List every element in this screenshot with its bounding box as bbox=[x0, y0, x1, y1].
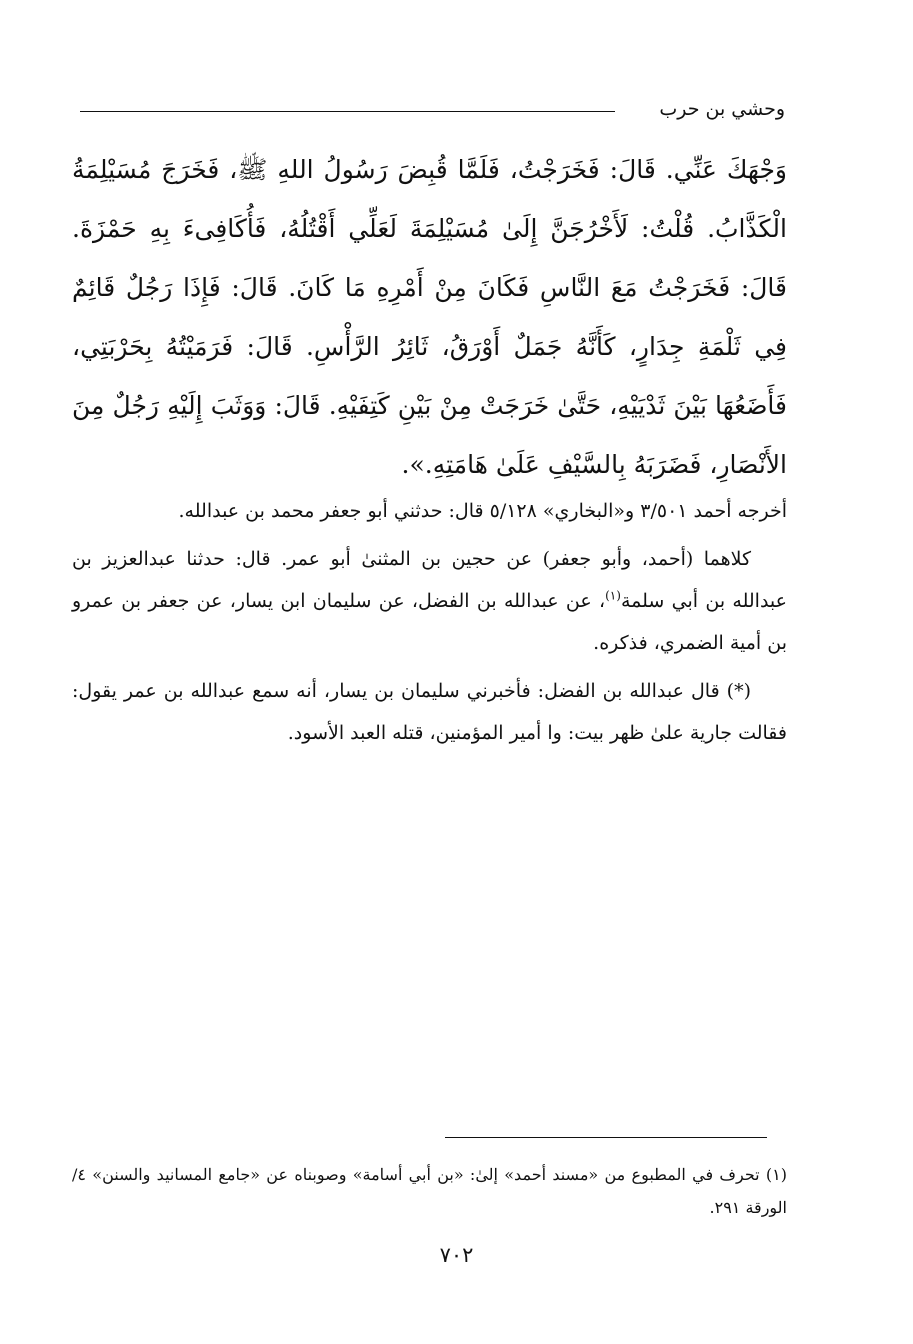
running-title: وحشي بن حرب bbox=[659, 98, 785, 120]
footnote-text: (١) تحرف في المطبوع من «مسند أحمد» إلىٰ: «بن أبي أسامة» وصوبناه عن «جامع المسانيد والسنن» ٤/الورقة ٢٩١. bbox=[72, 1165, 787, 1217]
page-number: ٧٠٢ bbox=[439, 1243, 474, 1267]
footnote-separator bbox=[445, 1137, 767, 1138]
hadith-text: وَجْهَكَ عَنِّي. قَالَ: فَخَرَجْتُ، فَلَمَّا قُبِضَ رَسُولُ اللهِ ﷺ، فَخَرَجَ مُسَيْلِمَةُ الْكَذَّابُ. قُلْتُ: لَأَخْرُجَنَّ إِلَىٰ مُسَيْلِمَةَ لَعَلِّي أَقْتُلُهُ، فَأُكَافِىءَ بِهِ حَمْزَةَ. قَالَ: فَخَرَجْتُ مَعَ النَّاسِ فَكَانَ مِنْ أَمْرِهِ مَا كَانَ. قَالَ: فَإِذَا رَجُلٌ قَائِمٌ فِي ثَلْمَةِ جِدَارٍ، كَأَنَّهُ جَمَلٌ أَوْرَقُ، ثَائِرُ الرَّأْسِ. قَالَ: فَرَمَيْتُهُ بِحَرْبَتِي، فَأَضَعُهَا بَيْنَ ثَدْيَيْهِ، حَتَّىٰ خَرَجَتْ مِنْ بَيْنِ كَتِفَيْهِ. قَالَ: وَوَثَبَ إِلَيْهِ رَجُلٌ مِنَ الأَنْصَارِ، فَضَرَبَهُ بِالسَّيْفِ عَلَىٰ هَامَتِهِ.». bbox=[72, 155, 787, 479]
header-rule bbox=[80, 111, 615, 112]
running-header bbox=[80, 96, 785, 126]
footnote-block bbox=[72, 1158, 787, 1224]
chain-text-part-1: كلاهما (أحمد، وأبو جعفر) عن حجين بن المثنىٰ أبو عمر. قال: حدثنا عبدالعزيز بن عبدالله بن أبي سلمة bbox=[72, 548, 788, 612]
chain-paragraph bbox=[72, 538, 787, 664]
addendum-paragraph: (*) قال عبدالله بن الفضل: فأخبرني سليمان بن يسار، أنه سمع عبدالله بن عمر يقول: فقالت جارية علىٰ ظهر بيت: وا أمير المؤمنين، قتله العبد الأسود. bbox=[72, 680, 787, 744]
hadith-text-block bbox=[72, 140, 787, 494]
chain-text-part-2: ، عن عبدالله بن الفضل، عن سليمان ابن يسار، عن جعفر بن عمرو بن أمية الضمري، فذكره. bbox=[72, 590, 787, 654]
takhrij-notes bbox=[72, 490, 787, 760]
takhrij-paragraph: أخرجه أحمد ٣/٥٠١ و«البخاري» ٥/١٢٨ قال: حدثني أبو جعفر محمد بن عبدالله. bbox=[178, 500, 787, 522]
footnote-reference: (١) bbox=[605, 588, 621, 603]
